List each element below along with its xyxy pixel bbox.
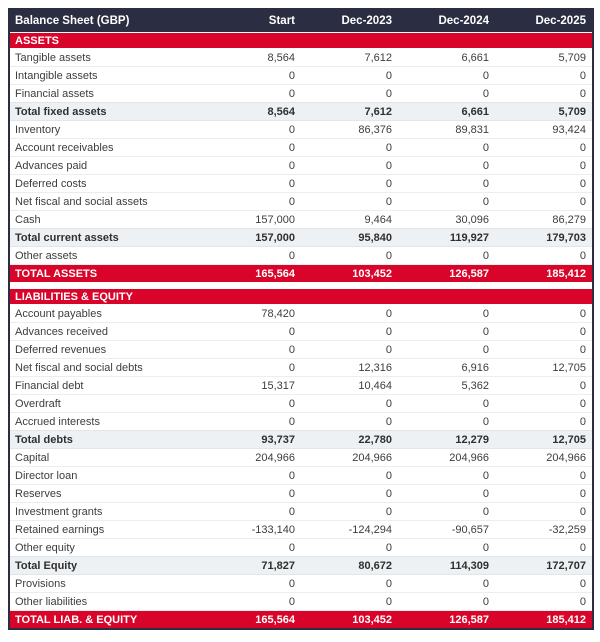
row-value: 0 [288, 487, 295, 500]
row-value: 0 [288, 505, 295, 518]
row-value: 179,703 [546, 231, 586, 244]
row-value: 0 [579, 87, 586, 100]
subtotal-row [10, 430, 592, 449]
row-label: Account payables [15, 307, 102, 320]
row-value: 114,309 [449, 559, 489, 572]
row-value: 0 [288, 87, 295, 100]
row-value: 0 [579, 325, 586, 338]
table-row [10, 503, 592, 521]
row-value: 12,705 [552, 433, 586, 446]
row-value: 185,412 [546, 267, 586, 280]
row-value: 0 [482, 577, 489, 590]
row-value: 8,564 [267, 105, 295, 118]
row-value: 0 [288, 195, 295, 208]
row-value: 0 [385, 325, 392, 338]
row-value: 0 [579, 379, 586, 392]
row-value: 0 [579, 487, 586, 500]
row-value: 126,587 [449, 613, 489, 626]
row-value: 0 [385, 249, 392, 262]
row-label: Investment grants [15, 505, 103, 518]
row-value: 0 [288, 343, 295, 356]
row-value: 89,831 [455, 123, 489, 136]
row-label: Account receivables [15, 141, 114, 154]
table-header-row [10, 10, 592, 33]
table-row [10, 85, 592, 103]
row-value: 0 [579, 595, 586, 608]
row-value: 0 [385, 595, 392, 608]
row-value: -133,140 [251, 523, 295, 536]
row-value: 103,452 [352, 613, 392, 626]
column-header-dec-2024: Dec-2024 [438, 15, 489, 27]
row-label: Deferred costs [15, 177, 87, 190]
row-value: 9,464 [364, 213, 392, 226]
row-value: 6,661 [461, 105, 489, 118]
row-value: 157,000 [255, 213, 295, 226]
row-label: Overdraft [15, 397, 61, 410]
row-value: 204,966 [352, 451, 392, 464]
row-value: 0 [579, 541, 586, 554]
row-value: 0 [579, 177, 586, 190]
row-value: 0 [288, 177, 295, 190]
row-value: 103,452 [352, 267, 392, 280]
row-value: 95,840 [358, 231, 392, 244]
row-value: 0 [385, 177, 392, 190]
row-value: -90,657 [451, 523, 489, 536]
row-value: 0 [579, 505, 586, 518]
row-value: 71,827 [261, 559, 295, 572]
row-value: 0 [579, 141, 586, 154]
row-value: 86,279 [552, 213, 586, 226]
row-value: 0 [385, 505, 392, 518]
row-value: 157,000 [255, 231, 295, 244]
row-label: Accrued interests [15, 415, 100, 428]
row-label: Reserves [15, 487, 62, 500]
row-value: 0 [482, 141, 489, 154]
table-row [10, 341, 592, 359]
row-label: Net fiscal and social assets [15, 195, 148, 208]
row-value: 126,587 [449, 267, 489, 280]
row-value: 7,612 [364, 105, 392, 118]
grand-total-row [10, 265, 592, 282]
row-value: 0 [482, 307, 489, 320]
table-row [10, 467, 592, 485]
table-row [10, 359, 592, 377]
table-row [10, 49, 592, 67]
row-value: 12,705 [552, 361, 586, 374]
row-value: 0 [482, 195, 489, 208]
row-value: 0 [482, 343, 489, 356]
row-value: 0 [482, 325, 489, 338]
row-label: Total debts [15, 433, 73, 446]
row-value: 80,672 [358, 559, 392, 572]
column-header-dec-2025: Dec-2025 [535, 15, 586, 27]
row-value: 172,707 [546, 559, 586, 572]
row-value: 0 [385, 141, 392, 154]
row-value: 0 [288, 469, 295, 482]
row-value: 0 [288, 397, 295, 410]
row-value: 5,362 [461, 379, 489, 392]
row-value: 165,564 [255, 613, 295, 626]
row-value: 0 [385, 415, 392, 428]
table-row [10, 157, 592, 175]
table-row [10, 521, 592, 539]
row-value: 0 [288, 415, 295, 428]
row-value: 10,464 [358, 379, 392, 392]
row-value: 0 [482, 69, 489, 82]
row-value: 0 [385, 487, 392, 500]
row-label: Net fiscal and social debts [15, 361, 143, 374]
row-label: Total current assets [15, 231, 119, 244]
row-label: ASSETS [15, 34, 60, 47]
row-label: Advances paid [15, 159, 88, 172]
grand-total-row [10, 611, 592, 628]
row-value: 7,612 [364, 51, 392, 64]
row-value: 5,709 [558, 51, 586, 64]
section-header-row [10, 289, 592, 305]
row-value: 0 [385, 577, 392, 590]
table-row [10, 247, 592, 265]
row-value: 0 [385, 541, 392, 554]
row-value: 0 [385, 159, 392, 172]
row-value: 0 [579, 159, 586, 172]
row-label: Retained earnings [15, 523, 105, 536]
table-row [10, 121, 592, 139]
row-value: 119,927 [449, 231, 489, 244]
table-row [10, 139, 592, 157]
subtotal-row [10, 556, 592, 575]
table-row [10, 193, 592, 211]
row-value: 0 [482, 505, 489, 518]
row-value: 0 [385, 87, 392, 100]
table-row [10, 211, 592, 229]
row-label: Cash [15, 213, 41, 226]
table-row [10, 485, 592, 503]
row-value: 0 [288, 141, 295, 154]
row-label: TOTAL ASSETS [15, 267, 98, 280]
row-value: 6,916 [461, 361, 489, 374]
row-value: 0 [385, 307, 392, 320]
row-label: Financial assets [15, 87, 94, 100]
row-value: 0 [482, 469, 489, 482]
row-value: 78,420 [261, 307, 295, 320]
row-value: 0 [579, 577, 586, 590]
row-value: 0 [288, 249, 295, 262]
subtotal-row [10, 102, 592, 121]
row-value: 0 [385, 343, 392, 356]
row-label: Tangible assets [15, 51, 91, 64]
row-value: 0 [482, 249, 489, 262]
row-value: 0 [579, 249, 586, 262]
table-body [10, 33, 592, 628]
table-row [10, 323, 592, 341]
section-header-row [10, 33, 592, 49]
row-label: Other assets [15, 249, 78, 262]
row-label: Provisions [15, 577, 66, 590]
row-value: 0 [385, 69, 392, 82]
row-value: 0 [579, 195, 586, 208]
row-value: 204,966 [255, 451, 295, 464]
row-value: 93,737 [261, 433, 295, 446]
row-value: 165,564 [255, 267, 295, 280]
row-value: 12,279 [455, 433, 489, 446]
row-value: 0 [579, 415, 586, 428]
row-value: 0 [482, 159, 489, 172]
row-value: 0 [579, 397, 586, 410]
table-row [10, 539, 592, 557]
row-value: 0 [385, 195, 392, 208]
row-value: 204,966 [449, 451, 489, 464]
row-value: 0 [579, 343, 586, 356]
row-value: 0 [482, 541, 489, 554]
table-row [10, 593, 592, 611]
row-value: 0 [579, 307, 586, 320]
row-label: Advances received [15, 325, 108, 338]
row-label: Total Equity [15, 559, 78, 572]
row-value: 0 [288, 69, 295, 82]
row-label: Total fixed assets [15, 105, 107, 118]
column-header-start: Start [268, 15, 295, 27]
row-value: 204,966 [546, 451, 586, 464]
table-row [10, 449, 592, 467]
row-value: 0 [288, 325, 295, 338]
table-row [10, 67, 592, 85]
row-value: 30,096 [455, 213, 489, 226]
row-value: 0 [579, 69, 586, 82]
row-value: 0 [288, 577, 295, 590]
row-value: 8,564 [267, 51, 295, 64]
row-value: 0 [288, 595, 295, 608]
row-value: 0 [482, 87, 489, 100]
row-value: 15,317 [261, 379, 295, 392]
column-header-dec-2023: Dec-2023 [341, 15, 392, 27]
row-value: 0 [482, 397, 489, 410]
row-value: 185,412 [546, 613, 586, 626]
row-label: Financial debt [15, 379, 84, 392]
row-value: 0 [482, 595, 489, 608]
row-value: 93,424 [552, 123, 586, 136]
row-value: 0 [482, 177, 489, 190]
row-value: 0 [288, 541, 295, 554]
table-row [10, 413, 592, 431]
row-value: 0 [288, 361, 295, 374]
row-label: Other liabilities [15, 595, 88, 608]
row-value: 0 [385, 469, 392, 482]
row-label: Director loan [15, 469, 78, 482]
row-value: 5,709 [558, 105, 586, 118]
row-value: 0 [288, 159, 295, 172]
table-row [10, 175, 592, 193]
spacer-row [10, 282, 592, 289]
row-value: -124,294 [348, 523, 392, 536]
row-label: Deferred revenues [15, 343, 107, 356]
row-value: 0 [482, 415, 489, 428]
row-value: 22,780 [358, 433, 392, 446]
row-value: 0 [579, 469, 586, 482]
row-label: LIABILITIES & EQUITY [15, 290, 133, 303]
row-label: Inventory [15, 123, 61, 136]
table-row [10, 575, 592, 593]
row-value: 0 [288, 123, 295, 136]
table-row [10, 305, 592, 323]
row-value: 0 [385, 397, 392, 410]
row-value: -32,259 [548, 523, 586, 536]
row-label: TOTAL LIAB. & EQUITY [15, 613, 138, 626]
subtotal-row [10, 228, 592, 247]
table-row [10, 377, 592, 395]
row-value: 12,316 [358, 361, 392, 374]
row-value: 0 [482, 487, 489, 500]
row-value: 86,376 [358, 123, 392, 136]
table-row [10, 395, 592, 413]
row-label: Other equity [15, 541, 75, 554]
row-label: Capital [15, 451, 50, 464]
row-label: Intangible assets [15, 69, 98, 82]
table-title: Balance Sheet (GBP) [15, 15, 130, 27]
balance-sheet-table [8, 8, 594, 630]
row-value: 6,661 [461, 51, 489, 64]
